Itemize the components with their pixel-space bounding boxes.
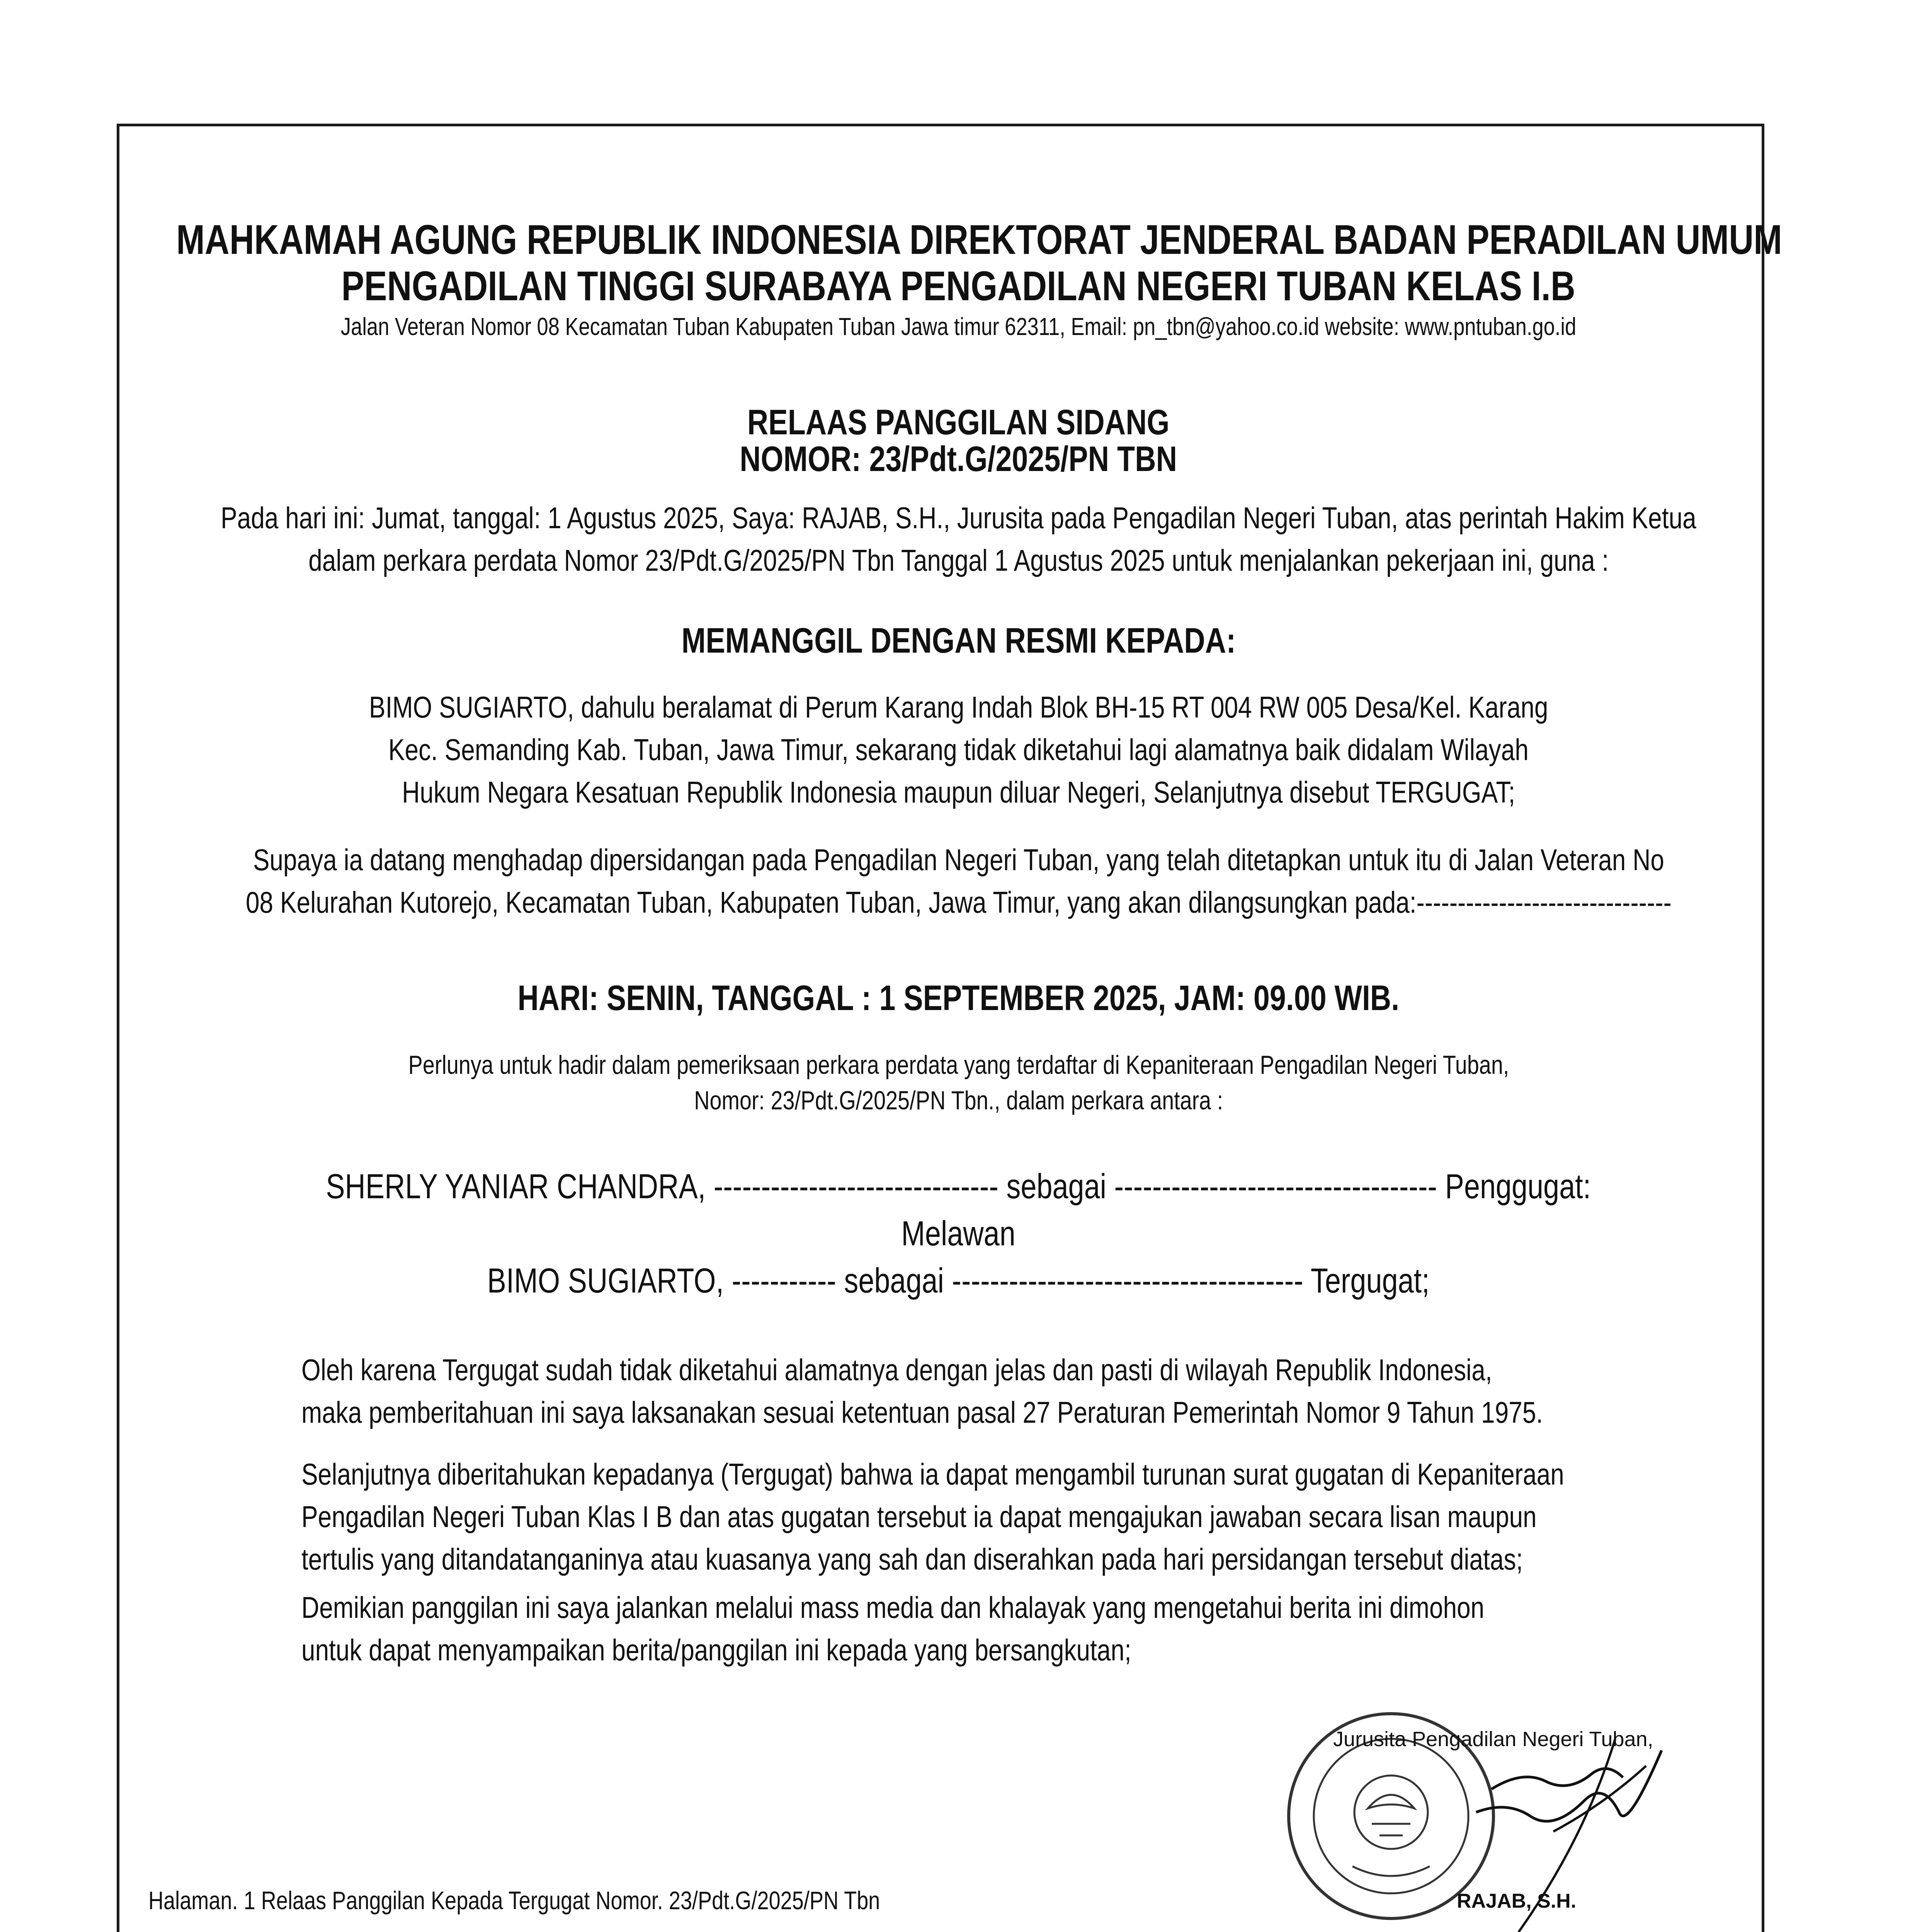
plaintiff-line: SHERLY YANIAR CHANDRA, ------------------------------ sebagai ---------------------------------- Penggugat: [326, 1167, 1591, 1206]
intro-line-2: dalam perkara perdata Nomor 23/Pdt.G/2025/PN Tbn Tanggal 1 Agustus 2025 untuk menjalankan pekerjaan ini, guna : [308, 543, 1609, 577]
paragraph-closing: Demikian panggilan ini saya jalankan melalui mass media dan khalayak yang mengetahui berita ini dimohon untuk dapat menyampaikan berita/panggilan ini kepada yang bersangkutan; [301, 1590, 1485, 1667]
purpose-line-1: Perlunya untuk hadir dalam pemeriksaan perkara perdata yang terdaftar di Kepaniteraan Pengadilan Negeri Tuban, [408, 1050, 1509, 1080]
paragraph-notice: Oleh karena Tergugat sudah tidak diketahui alamatnya dengan jelas dan pasti di wilayah Republik Indonesia, maka pemberitahuan ini saya laksanakan sesuai ketentuan pasal 27 Peraturan Pemerintah Nomor 9 Tahun 1975. [301, 1353, 1543, 1429]
intro-line-1: Pada hari ini: Jumat, tanggal: 1 Agustus 2025, Saya: RAJAB, S.H., Jurusita pada Pengadilan Negeri Tuban, atas perintah Hakim Ketua [221, 501, 1696, 535]
versus-line: Melawan [901, 1214, 1016, 1253]
signature-name: RAJAB, S.H. [1457, 1890, 1577, 1912]
header-address: Jalan Veteran Nomor 08 Kecamatan Tuban Kabupaten Tuban Jawa timur 62311, Email: pn_tbn@yahoo.co.id website: www.pntuban.go.id [340, 313, 1577, 340]
header-line-2: PENGADILAN TINGGI SURABAYA PENGADILAN NEGERI TUBAN KELAS I.B [341, 262, 1576, 309]
appear-line-2: 08 Kelurahan Kutorejo, Kecamatan Tuban, Kabupaten Tuban, Jawa Timur, yang akan dilangsungkan pada:------------------------------- [245, 885, 1672, 919]
summon-heading: MEMANGGIL DENGAN RESMI KEPADA: [681, 621, 1236, 660]
appear-line-1: Supaya ia datang menghadap dipersidangan pada Pengadilan Negeri Tuban, yang telah ditetapkan untuk itu di Jalan Veteran No [253, 843, 1664, 877]
header-line-1: MAHKAMAH AGUNG REPUBLIK INDONESIA DIREKTORAT JENDERAL BADAN PERADILAN UMUM [176, 216, 1782, 263]
purpose-line-2: Nomor: 23/Pdt.G/2025/PN Tbn., dalam perkara antara : [694, 1086, 1223, 1115]
signature-block [1275, 1685, 1720, 1932]
defendant-party-line: BIMO SUGIARTO, ----------- sebagai ------------------------------------- Tergugat; [487, 1262, 1430, 1300]
hearing-schedule: HARI: SENIN, TANGGAL : 1 SEPTEMBER 2025, JAM: 09.00 WIB. [517, 978, 1400, 1018]
defendant-line-3: Hukum Negara Kesatuan Republik Indonesia maupun diluar Negeri, Selanjutnya disebut TERGUGAT; [402, 775, 1515, 809]
defendant-line-1: BIMO SUGIARTO, dahulu beralamat di Perum Karang Indah Blok BH-15 RT 004 RW 005 Desa/Kel. Karang [369, 690, 1548, 724]
defendant-line-2: Kec. Semanding Kab. Tuban, Jawa Timur, sekarang tidak diketahui lagi alamatnya baik didalam Wilayah [388, 733, 1529, 767]
paragraph-rights: Selanjutnya diberitahukan kepadanya (Tergugat) bahwa ia dapat mengambil turunan surat gugatan di Kepaniteraan Pengadilan Negeri Tuban Klas I B dan atas gugatan tersebut ia dapat mengajukan jawaban secara lisan maupun tertulis yang ditandatanganinya atau kuasanya yang sah dan diserahkan pada hari persidangan tersebut diatas; [301, 1457, 1564, 1576]
document-title: RELAAS PANGGILAN SIDANG [747, 403, 1170, 442]
document-number: NOMOR: 23/Pdt.G/2025/PN TBN [740, 439, 1177, 479]
signature-role: Jurusita Pengadilan Negeri Tuban, [1333, 1728, 1653, 1751]
page-footer: Halaman. 1 Relaas Panggilan Kepada Tergugat Nomor. 23/Pdt.G/2025/PN Tbn [148, 1886, 880, 1915]
